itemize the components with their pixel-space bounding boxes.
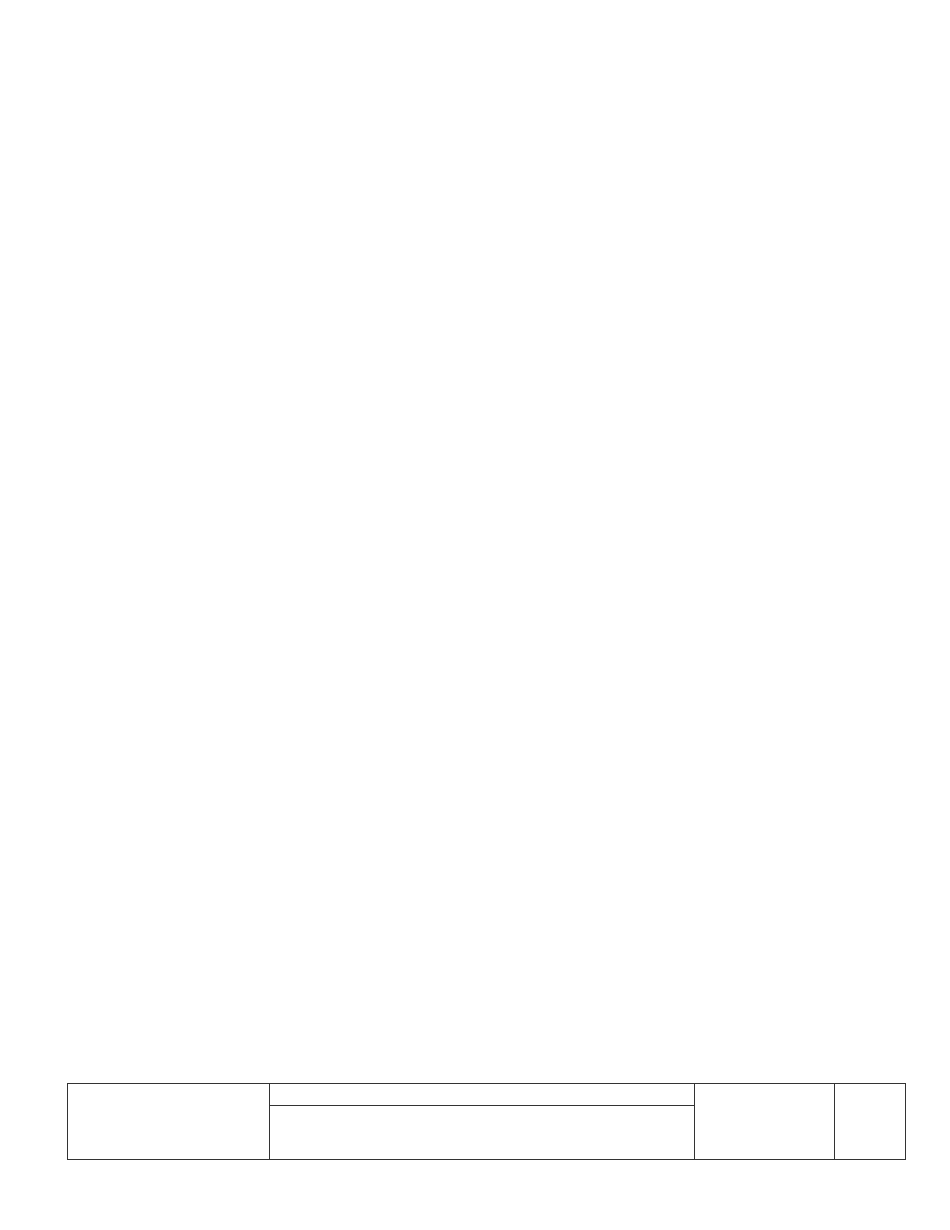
title-block bbox=[67, 1083, 906, 1160]
superseding-information-section bbox=[70, 99, 882, 113]
document-title bbox=[270, 1106, 694, 1159]
document-body bbox=[70, 71, 882, 141]
title-cell bbox=[270, 1084, 695, 1159]
revision-cell bbox=[835, 1084, 905, 1159]
standard-type-heading bbox=[270, 1084, 694, 1106]
sae-logo-cell bbox=[68, 1084, 270, 1159]
sae-logo-icon bbox=[133, 1100, 205, 1144]
document-number-cell bbox=[695, 1084, 835, 1159]
